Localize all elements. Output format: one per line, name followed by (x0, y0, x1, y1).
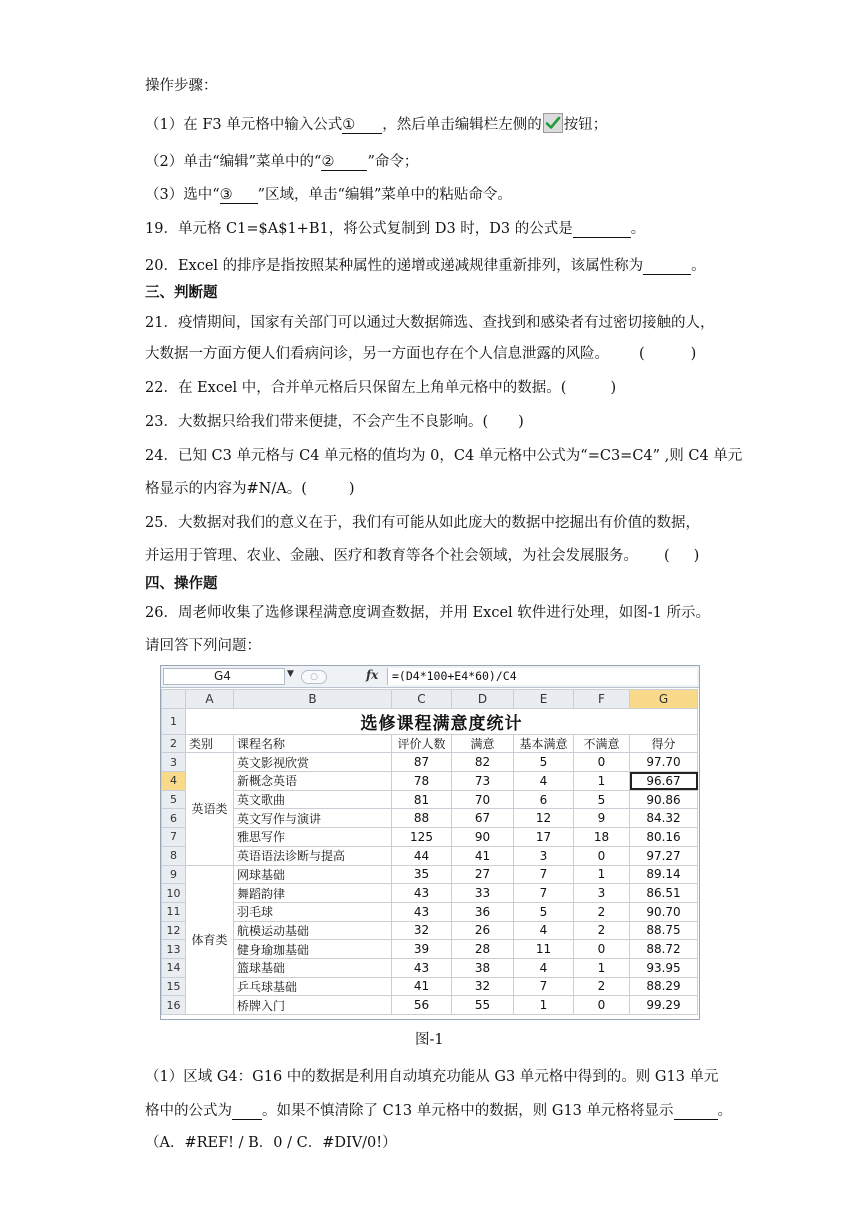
table-row (162, 940, 698, 959)
q22-text: 22．在 Excel 中，合并单元格后只保留左上角单元格中的数据。( (145, 380, 567, 396)
table-row (162, 790, 698, 809)
data-cell[interactable]: 41 (392, 977, 452, 996)
row-header[interactable]: 14 (162, 958, 186, 977)
data-cell[interactable]: 6 (514, 790, 574, 809)
row-header[interactable]: 12 (162, 921, 186, 940)
question-25-line-1: 25．大数据对我们的意义在于，我们有可能从如此庞大的数据中挖掘出有价值的数据， (145, 515, 700, 531)
row-header[interactable]: 4 (162, 772, 186, 791)
course-name-cell[interactable]: 英文歌曲 (234, 790, 392, 809)
data-cell[interactable]: 1 (574, 865, 630, 884)
data-cell[interactable]: 125 (392, 828, 452, 847)
step-2 (145, 152, 418, 172)
question-19 (145, 219, 645, 239)
data-cell[interactable]: 43 (392, 902, 452, 921)
data-cell[interactable]: 70 (452, 790, 514, 809)
score-cell[interactable]: 97.70 (630, 753, 698, 772)
blank-1[interactable] (342, 117, 382, 134)
table-row (162, 996, 698, 1015)
column-header[interactable]: F (574, 690, 630, 709)
data-cell[interactable]: 0 (574, 940, 630, 959)
score-cell[interactable]: 97.27 (630, 846, 698, 865)
q20-end: 。 (691, 258, 706, 274)
course-name-cell[interactable]: 英语语法诊断与提高 (234, 846, 392, 865)
q21-answer-slot[interactable] (645, 344, 691, 364)
q26-1-mid: 。如果不慎清除了 C13 单元格中的数据，则 G13 单元格将显示 (262, 1103, 674, 1119)
name-box-dropdown-icon[interactable]: ▼ (287, 669, 294, 679)
question-21-line-2 (145, 344, 696, 364)
data-cell[interactable]: 32 (452, 977, 514, 996)
data-cell[interactable]: 2 (574, 921, 630, 940)
row-header[interactable]: 13 (162, 940, 186, 959)
question-26-line-2: 请回答下列问题： (145, 638, 261, 654)
data-cell[interactable]: 17 (514, 828, 574, 847)
score-cell[interactable]: 88.72 (630, 940, 698, 959)
data-cell[interactable]: 5 (514, 753, 574, 772)
table-row (162, 958, 698, 977)
row-header[interactable]: 5 (162, 790, 186, 809)
question-25-line-2 (145, 546, 699, 566)
row-header[interactable]: 10 (162, 884, 186, 903)
step-1-middle: ，然后单击编辑栏左侧的 (382, 117, 542, 133)
data-cell[interactable]: 43 (392, 884, 452, 903)
course-name-cell[interactable]: 羽毛球 (234, 902, 392, 921)
course-name-cell[interactable]: 英文影视欣赏 (234, 753, 392, 772)
score-cell[interactable]: 88.75 (630, 921, 698, 940)
column-header[interactable]: A (186, 690, 234, 709)
q20-text: 20．Excel 的排序是指按照某种属性的递增或递减规律重新排列，该属性称为 (145, 258, 644, 274)
score-cell[interactable]: 89.14 (630, 865, 698, 884)
column-header[interactable]: D (452, 690, 514, 709)
table-row (162, 921, 698, 940)
row-header[interactable]: 3 (162, 753, 186, 772)
course-name-cell[interactable]: 网球基础 (234, 865, 392, 884)
data-cell[interactable]: 78 (392, 772, 452, 791)
q26-1-post: 。 (717, 1103, 733, 1119)
data-cell[interactable]: 4 (514, 772, 574, 791)
table-row (162, 734, 698, 753)
q25-text: 并运用于管理、农业、金融、医疗和教育等各个社会领域，为社会发展服务。 (145, 548, 638, 564)
data-cell[interactable]: 87 (392, 753, 452, 772)
step-3-suffix: ”区域，单击“编辑”菜单中的粘贴命令。 (257, 187, 512, 203)
blank-3[interactable] (220, 187, 258, 204)
column-header[interactable]: C (392, 690, 452, 709)
data-cell[interactable]: 28 (452, 940, 514, 959)
score-cell[interactable]: 93.95 (630, 958, 698, 977)
header-cell[interactable]: 得分 (630, 734, 698, 753)
select-all-corner[interactable] (162, 690, 186, 709)
data-cell[interactable]: 7 (514, 884, 574, 903)
data-cell[interactable]: 0 (574, 753, 630, 772)
q23-paren-close: ) (518, 414, 524, 430)
table-row (162, 753, 698, 772)
column-header[interactable]: B (234, 690, 392, 709)
table-row (162, 884, 698, 903)
q26-1-blank-1[interactable] (232, 1103, 262, 1120)
question-26-line-1: 26．周老师收集了选修课程满意度调查数据，并用 Excel 软件进行处理，如图-1 所示。 (145, 605, 711, 621)
table-row (162, 846, 698, 865)
sheet-title-cell[interactable]: 选修课程满意度统计 (186, 708, 698, 734)
step-1 (145, 113, 607, 135)
question-23 (145, 412, 524, 432)
data-cell[interactable]: 5 (514, 902, 574, 921)
figure-caption: 图-1 (415, 1032, 444, 1048)
q25-paren-open: ( (664, 548, 670, 564)
data-cell[interactable]: 2 (574, 902, 630, 921)
row-header[interactable]: 16 (162, 996, 186, 1015)
category-cell[interactable]: 体育类 (186, 865, 234, 1015)
data-cell[interactable]: 2 (574, 977, 630, 996)
data-cell[interactable]: 26 (452, 921, 514, 940)
question-22 (145, 378, 616, 398)
table-row (162, 772, 698, 791)
header-cell[interactable]: 评价人数 (392, 734, 452, 753)
data-cell[interactable]: 35 (392, 865, 452, 884)
q22-answer-slot[interactable] (566, 378, 610, 398)
data-cell[interactable]: 38 (452, 958, 514, 977)
q20-blank[interactable] (643, 258, 691, 275)
data-cell[interactable]: 32 (392, 921, 452, 940)
data-cell[interactable]: 4 (514, 921, 574, 940)
course-name-cell[interactable]: 舞蹈韵律 (234, 884, 392, 903)
table-row (162, 902, 698, 921)
data-cell[interactable]: 1 (514, 996, 574, 1015)
q19-blank[interactable] (573, 221, 631, 238)
course-name-cell[interactable]: 篮球基础 (234, 958, 392, 977)
column-header-row (162, 690, 698, 709)
course-name-cell[interactable]: 健身瑜珈基础 (234, 940, 392, 959)
table-row (162, 828, 698, 847)
data-cell[interactable]: 41 (452, 846, 514, 865)
data-cell[interactable]: 43 (392, 958, 452, 977)
score-cell[interactable]: 90.70 (630, 902, 698, 921)
data-cell[interactable]: 90 (452, 828, 514, 847)
row-header[interactable]: 9 (162, 865, 186, 884)
blank-3-label: ③ (219, 187, 233, 203)
score-cell[interactable]: 84.32 (630, 809, 698, 828)
data-cell[interactable]: 3 (574, 884, 630, 903)
table-row (162, 809, 698, 828)
insert-function-icon[interactable]: fx (366, 668, 379, 682)
header-cell[interactable]: 课程名称 (234, 734, 392, 753)
q25-answer-slot[interactable] (670, 546, 694, 566)
data-cell[interactable]: 55 (452, 996, 514, 1015)
section-3-heading: 三、判断题 (145, 284, 218, 301)
confirm-check-button[interactable] (543, 113, 563, 133)
step-2-prefix: （2）单击“编辑”菜单中的“ (145, 154, 322, 170)
q21-text: 大数据一方面方便人们看病问诊，另一方面也存在个人信息泄露的风险。 (145, 346, 609, 362)
row-header[interactable]: 2 (162, 734, 186, 753)
q21-paren-close: ) (690, 346, 697, 362)
data-cell[interactable]: 36 (452, 902, 514, 921)
data-cell[interactable]: 0 (574, 996, 630, 1015)
table-row (162, 708, 698, 734)
question-20 (145, 256, 706, 276)
question-26-1-options: （A．#REF! / B．0 / C．#DIV/0!） (145, 1135, 397, 1151)
formula-bar (161, 666, 699, 688)
question-24-line-2 (145, 479, 355, 499)
blank-1-label: ① (342, 117, 356, 133)
data-cell[interactable]: 67 (452, 809, 514, 828)
q26-1-blank-2[interactable] (674, 1103, 718, 1120)
row-header[interactable]: 8 (162, 846, 186, 865)
table-row (162, 865, 698, 884)
step-1-prefix: （1）在 F3 单元格中输入公式 (145, 117, 343, 133)
q19-end: 。 (630, 221, 646, 237)
row-header[interactable]: 6 (162, 809, 186, 828)
row-header[interactable]: 7 (162, 828, 186, 847)
data-cell[interactable]: 18 (574, 828, 630, 847)
check-icon (545, 115, 561, 131)
data-cell[interactable]: 1 (574, 772, 630, 791)
data-cell[interactable]: 0 (574, 846, 630, 865)
course-name-cell[interactable]: 雅思写作 (234, 828, 392, 847)
data-cell[interactable]: 11 (514, 940, 574, 959)
score-cell[interactable]: 88.29 (630, 977, 698, 996)
q21-paren-open: ( (639, 346, 645, 362)
data-cell[interactable]: 81 (392, 790, 452, 809)
data-cell[interactable]: 9 (574, 809, 630, 828)
spreadsheet-figure (160, 665, 700, 1020)
row-header[interactable]: 1 (162, 708, 186, 734)
data-cell[interactable]: 3 (514, 846, 574, 865)
q26-1-pre: 格中的公式为 (145, 1103, 232, 1119)
category-cell[interactable]: 英语类 (186, 753, 234, 865)
step-3 (145, 185, 512, 205)
data-cell[interactable]: 44 (392, 846, 452, 865)
data-cell[interactable]: 56 (392, 996, 452, 1015)
sheet-grid (161, 689, 698, 1015)
q24-paren-close: ) (348, 481, 355, 497)
score-cell[interactable]: 96.67 (630, 772, 698, 791)
score-cell[interactable]: 86.51 (630, 884, 698, 903)
data-cell[interactable]: 27 (452, 865, 514, 884)
data-cell[interactable]: 82 (452, 753, 514, 772)
q23-answer-slot[interactable] (488, 412, 518, 432)
course-name-cell[interactable]: 英文写作与演讲 (234, 809, 392, 828)
data-cell[interactable]: 33 (452, 884, 514, 903)
data-cell[interactable]: 88 (392, 809, 452, 828)
formula-bar-resize-icon[interactable]: ○ (301, 670, 327, 684)
question-26-1-line-1: （1）区域 G4：G16 中的数据是利用自动填充功能从 G3 单元格中得到的。则 G13 单元 (145, 1069, 719, 1085)
header-cell[interactable]: 基本满意 (514, 734, 574, 753)
q25-paren-close: ) (693, 548, 700, 564)
step-3-prefix: （3）选中“ (145, 187, 220, 203)
score-cell[interactable]: 80.16 (630, 828, 698, 847)
score-cell[interactable]: 90.86 (630, 790, 698, 809)
header-cell[interactable]: 类别 (186, 734, 234, 753)
section-4-heading: 四、操作题 (145, 575, 218, 592)
header-cell[interactable]: 满意 (452, 734, 514, 753)
row-header[interactable]: 11 (162, 902, 186, 921)
data-cell[interactable]: 7 (514, 865, 574, 884)
q19-text: 19．单元格 C1=$A$1+B1，将公式复制到 D3 时，D3 的公式是 (145, 221, 573, 237)
course-name-cell[interactable]: 乒乓球基础 (234, 977, 392, 996)
step-1-suffix: 按钮； (563, 117, 608, 133)
data-cell[interactable]: 4 (514, 958, 574, 977)
blank-2-label: ② (321, 154, 335, 170)
column-header[interactable]: E (514, 690, 574, 709)
column-header-selected[interactable]: G (630, 690, 698, 709)
row-header[interactable]: 15 (162, 977, 186, 996)
formula-input[interactable]: =(D4*100+E4*60)/C4 (387, 668, 697, 685)
q24-answer-slot[interactable] (307, 479, 349, 499)
data-cell[interactable]: 39 (392, 940, 452, 959)
data-cell[interactable]: 1 (574, 958, 630, 977)
question-24-line-1: 24．已知 C3 单元格与 C4 单元格的值均为 0，C4 单元格中公式为“=C3=C4” ,则 C4 单元 (145, 448, 743, 464)
step-2-suffix: ”命令； (367, 154, 419, 170)
blank-2[interactable] (321, 154, 367, 171)
course-name-cell[interactable]: 新概念英语 (234, 772, 392, 791)
data-cell[interactable]: 7 (514, 977, 574, 996)
question-26-1-line-2 (145, 1101, 732, 1121)
data-cell[interactable]: 5 (574, 790, 630, 809)
q23-text: 23．大数据只给我们带来便捷，不会产生不良影响。( (145, 414, 489, 430)
q22-paren-close: ) (610, 380, 617, 396)
data-cell[interactable]: 73 (452, 772, 514, 791)
course-name-cell[interactable]: 航模运动基础 (234, 921, 392, 940)
course-name-cell[interactable]: 桥牌入门 (234, 996, 392, 1015)
question-21-line-1: 21．疫情期间，国家有关部门可以通过大数据筛选、查找到和感染者有过密切接触的人， (145, 315, 715, 331)
data-cell[interactable]: 12 (514, 809, 574, 828)
table-row (162, 977, 698, 996)
header-cell[interactable]: 不满意 (574, 734, 630, 753)
score-cell[interactable]: 99.29 (630, 996, 698, 1015)
q24-text: 格显示的内容为#N/A。( (145, 481, 307, 497)
steps-heading: 操作步骤： (145, 78, 218, 94)
name-box[interactable]: G4 (163, 668, 285, 685)
